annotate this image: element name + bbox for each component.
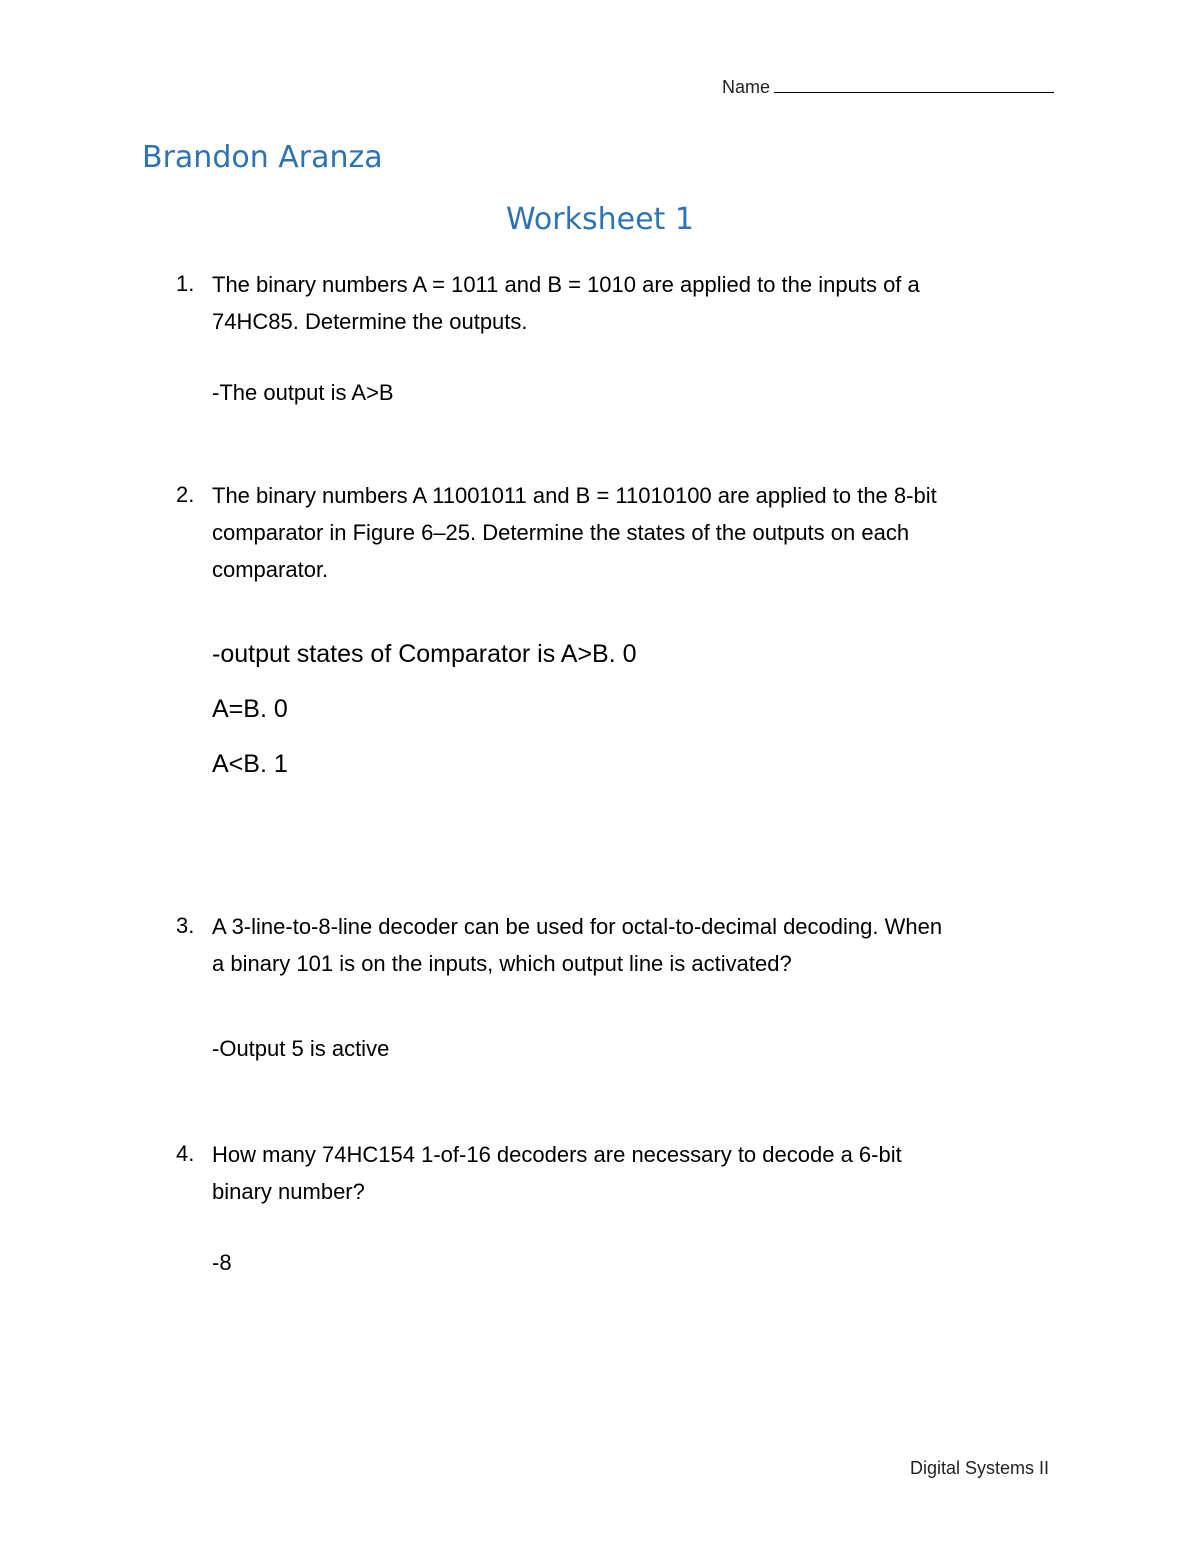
answer-3: -Output 5 is active <box>212 1036 390 1061</box>
name-label: Name <box>722 77 771 97</box>
answer-2-line-2: A=B. 0 <box>212 695 288 723</box>
question-2-text <box>212 477 937 588</box>
answer-2-line-3: A<B. 1 <box>212 750 288 778</box>
question-1-text <box>212 266 920 340</box>
question-line: binary number? <box>212 1179 365 1204</box>
question-line: comparator. <box>212 557 329 582</box>
question-4-number: 4. <box>176 1141 195 1166</box>
answer-2-line-1: -output states of Comparator is A>B. 0 <box>212 640 637 668</box>
question-line: comparator in Figure 6–25. Determine the states of the outputs on each <box>212 520 910 545</box>
question-line: The binary numbers A 11001011 and B = 11010100 are applied to the 8-bit <box>212 483 937 508</box>
student-name: Brandon Aranza <box>142 140 383 175</box>
question-line: A 3-line-to-8-line decoder can be used for octal-to-decimal decoding. When <box>212 914 943 939</box>
footer-course: Digital Systems II <box>910 1458 1050 1478</box>
question-2-number: 2. <box>176 482 195 507</box>
page-title: Worksheet 1 <box>506 202 694 237</box>
question-3-number: 3. <box>176 913 195 938</box>
answer-1: -The output is A>B <box>212 380 394 405</box>
question-3-text <box>212 908 942 982</box>
answer-4: -8 <box>212 1250 232 1275</box>
question-line: How many 74HC154 1-of-16 decoders are necessary to decode a 6-bit <box>212 1142 902 1167</box>
question-line: 74HC85. Determine the outputs. <box>212 309 528 334</box>
name-field <box>722 74 1054 98</box>
question-1-number: 1. <box>176 271 195 296</box>
question-line: The binary numbers A = 1011 and B = 1010 are applied to the inputs of a <box>212 272 920 297</box>
question-4-text <box>212 1136 902 1210</box>
question-line: a binary 101 is on the inputs, which output line is activated? <box>212 951 792 976</box>
name-blank-line <box>774 74 1054 93</box>
